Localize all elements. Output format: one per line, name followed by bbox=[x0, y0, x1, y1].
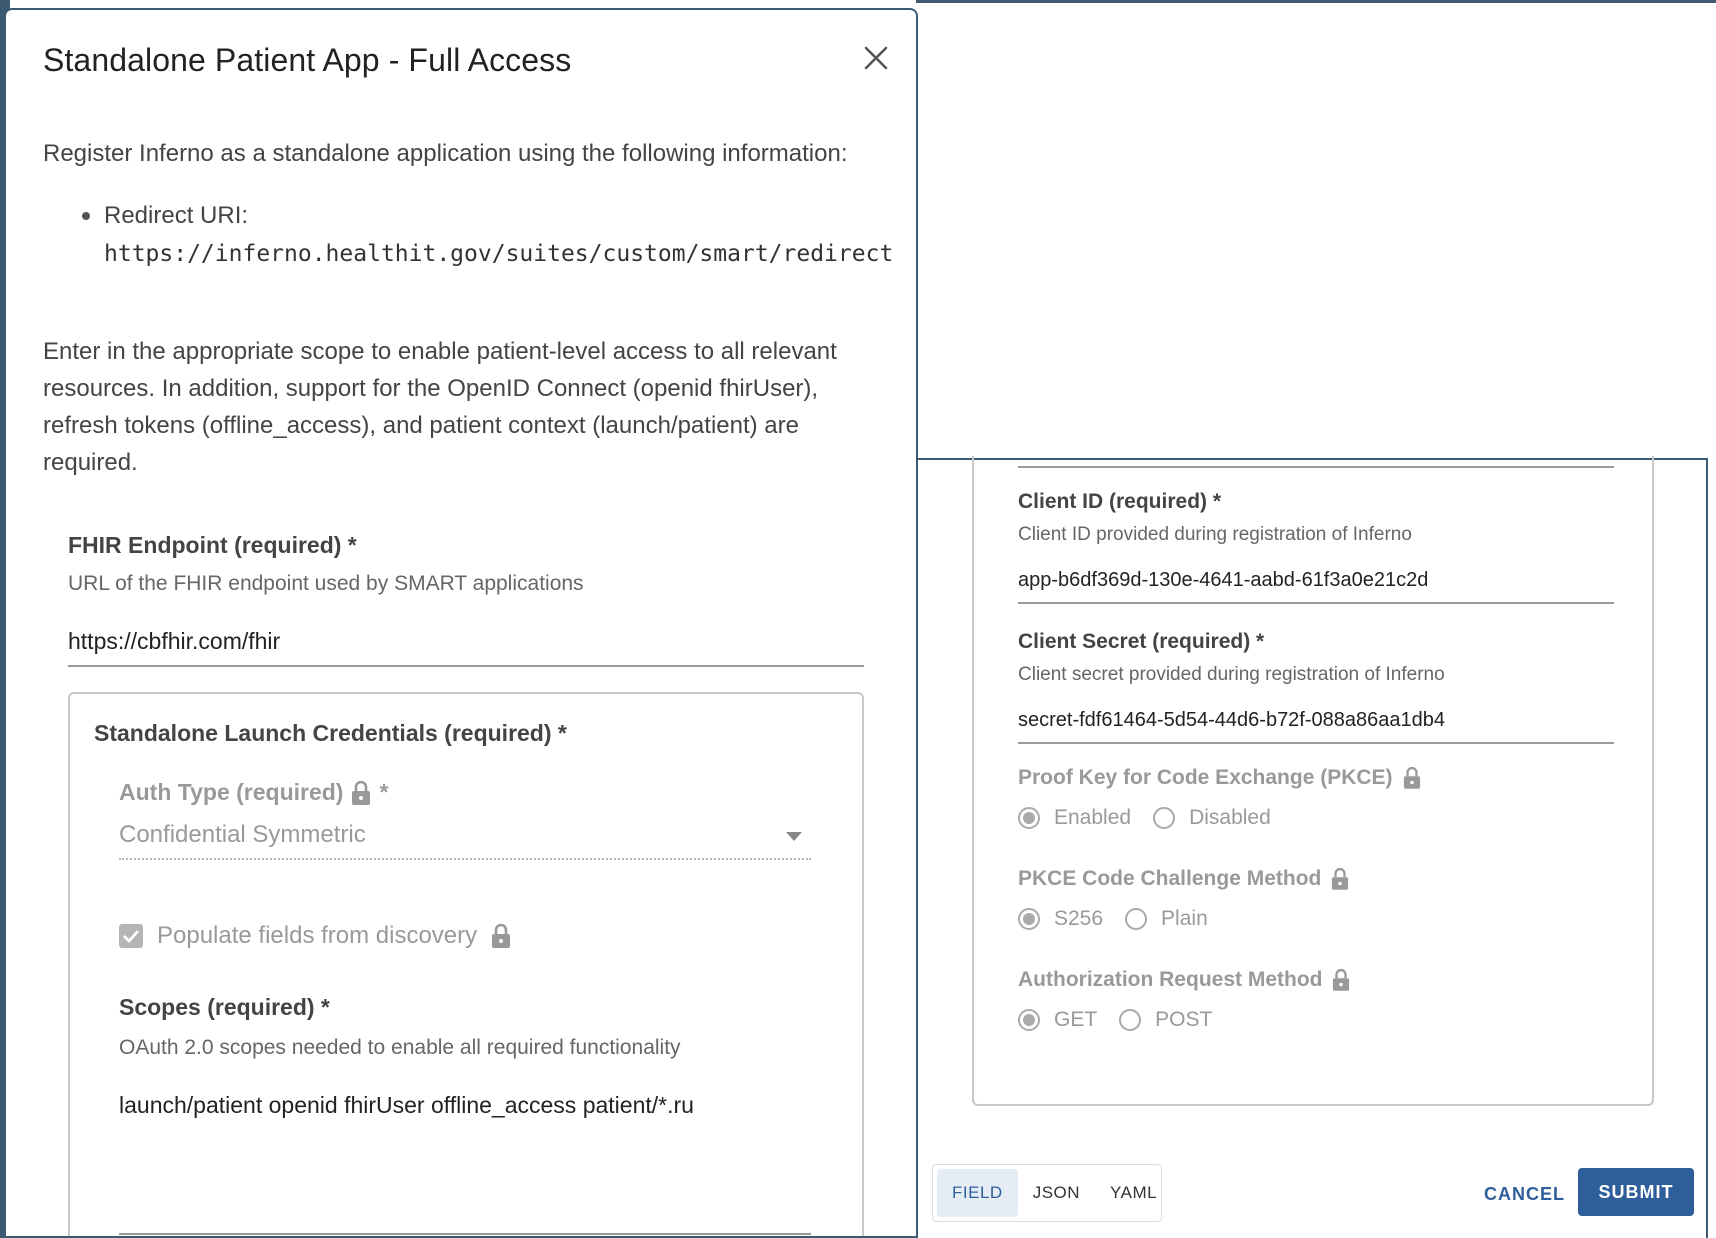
submit-button[interactable]: SUBMIT bbox=[1578, 1168, 1694, 1216]
chevron-down-icon bbox=[786, 832, 802, 842]
checkbox-checked-icon[interactable] bbox=[119, 924, 143, 948]
pkce-method-option-plain: Plain bbox=[1161, 907, 1208, 930]
lock-icon bbox=[1331, 867, 1349, 891]
radio-selected-icon[interactable] bbox=[1018, 908, 1040, 930]
dialog-title: Standalone Patient App - Full Access bbox=[43, 42, 572, 78]
lock-icon bbox=[1403, 766, 1421, 790]
dialog-left-panel bbox=[4, 8, 918, 1238]
client-secret-input[interactable]: secret-fdf61464-5d54-44d6-b72f-088a86aa1db4 bbox=[1018, 709, 1446, 731]
pkce-option-enabled: Enabled bbox=[1054, 806, 1132, 829]
credentials-group-continued bbox=[972, 456, 1654, 1106]
redirect-label: Redirect URI: bbox=[104, 202, 249, 229]
fhir-endpoint-input[interactable]: https://cbfhir.com/fhir bbox=[68, 628, 281, 654]
pkce-method-label bbox=[1018, 867, 1349, 891]
radio-selected-icon[interactable] bbox=[1018, 807, 1040, 829]
background-frame-top bbox=[916, 0, 1716, 3]
scopes-underline bbox=[119, 1233, 811, 1235]
intro-text: Register Inferno as a standalone application using the following information: bbox=[43, 140, 848, 167]
fhir-endpoint-description: URL of the FHIR endpoint used by SMART applications bbox=[68, 572, 584, 595]
pkce-label bbox=[1018, 766, 1421, 790]
client-id-underline bbox=[1018, 602, 1614, 604]
client-id-description: Client ID provided during registration of Inferno bbox=[1018, 524, 1412, 545]
auth-type-underline bbox=[119, 858, 811, 860]
auth-type-label bbox=[119, 779, 388, 806]
bullet-icon bbox=[82, 212, 90, 220]
scopes-input[interactable]: launch/patient openid fhirUser offline_access patient/*.ru bbox=[119, 1092, 694, 1118]
radio-unselected-icon[interactable] bbox=[1153, 807, 1175, 829]
auth-request-label bbox=[1018, 968, 1350, 992]
radio-unselected-icon[interactable] bbox=[1125, 908, 1147, 930]
input-mode-tabs bbox=[932, 1164, 1162, 1222]
lock-icon bbox=[1332, 968, 1350, 992]
scope-description: Enter in the appropriate scope to enable patient-level access to all relevant resources. In addition, support for the OpenID Connect (openid fhirUser), refresh tokens (offline_access), and patient context (launch/patient) are required. bbox=[43, 338, 837, 476]
close-button[interactable] bbox=[858, 40, 894, 76]
credentials-group bbox=[68, 692, 864, 1238]
auth-request-option-post: POST bbox=[1155, 1008, 1213, 1031]
radio-unselected-icon[interactable] bbox=[1119, 1009, 1141, 1031]
dialog-right-panel bbox=[916, 458, 1708, 1238]
pkce-method-option-s256: S256 bbox=[1054, 907, 1104, 930]
auth-type-label-text: Auth Type (required) bbox=[119, 779, 344, 805]
pkce-method-radio-group bbox=[1018, 907, 1230, 931]
cancel-button[interactable]: CANCEL bbox=[1484, 1183, 1565, 1204]
populate-label: Populate fields from discovery bbox=[157, 922, 478, 949]
pkce-method-label-text: PKCE Code Challenge Method bbox=[1018, 867, 1322, 890]
pkce-radio-group bbox=[1018, 806, 1293, 830]
auth-request-radio-group bbox=[1018, 1008, 1234, 1032]
previous-field-underline bbox=[1018, 466, 1614, 468]
fhir-endpoint-label: FHIR Endpoint (required) * bbox=[68, 532, 357, 558]
client-secret-label: Client Secret (required) * bbox=[1018, 630, 1265, 653]
radio-selected-icon[interactable] bbox=[1018, 1009, 1040, 1031]
auth-type-select[interactable]: Confidential Symmetric bbox=[119, 821, 366, 848]
pkce-option-disabled: Disabled bbox=[1189, 806, 1271, 829]
auth-request-label-text: Authorization Request Method bbox=[1018, 968, 1323, 991]
client-id-input[interactable]: app-b6df369d-130e-4641-aabd-61f3a0e21c2d bbox=[1018, 569, 1429, 591]
tab-field[interactable]: FIELD bbox=[937, 1169, 1018, 1217]
redirect-uri: https://inferno.healthit.gov/suites/custom/smart/redirect bbox=[104, 241, 894, 267]
scopes-label: Scopes (required) * bbox=[119, 994, 330, 1020]
close-icon bbox=[863, 45, 889, 71]
pkce-label-text: Proof Key for Code Exchange (PKCE) bbox=[1018, 766, 1393, 789]
auth-type-required-marker: * bbox=[379, 779, 389, 805]
lock-icon bbox=[491, 923, 511, 949]
credentials-title: Standalone Launch Credentials (required) * bbox=[94, 720, 567, 746]
client-id-label: Client ID (required) * bbox=[1018, 490, 1222, 513]
populate-from-discovery[interactable] bbox=[119, 922, 511, 950]
tab-yaml[interactable]: YAML bbox=[1110, 1183, 1158, 1202]
scopes-description: OAuth 2.0 scopes needed to enable all required functionality bbox=[119, 1036, 681, 1059]
auth-request-option-get: GET bbox=[1054, 1008, 1098, 1031]
tab-json[interactable]: JSON bbox=[1032, 1183, 1081, 1202]
lock-icon bbox=[351, 780, 371, 806]
fhir-endpoint-underline bbox=[68, 665, 864, 667]
client-secret-description: Client secret provided during registration of Inferno bbox=[1018, 664, 1445, 685]
client-secret-underline bbox=[1018, 742, 1614, 744]
